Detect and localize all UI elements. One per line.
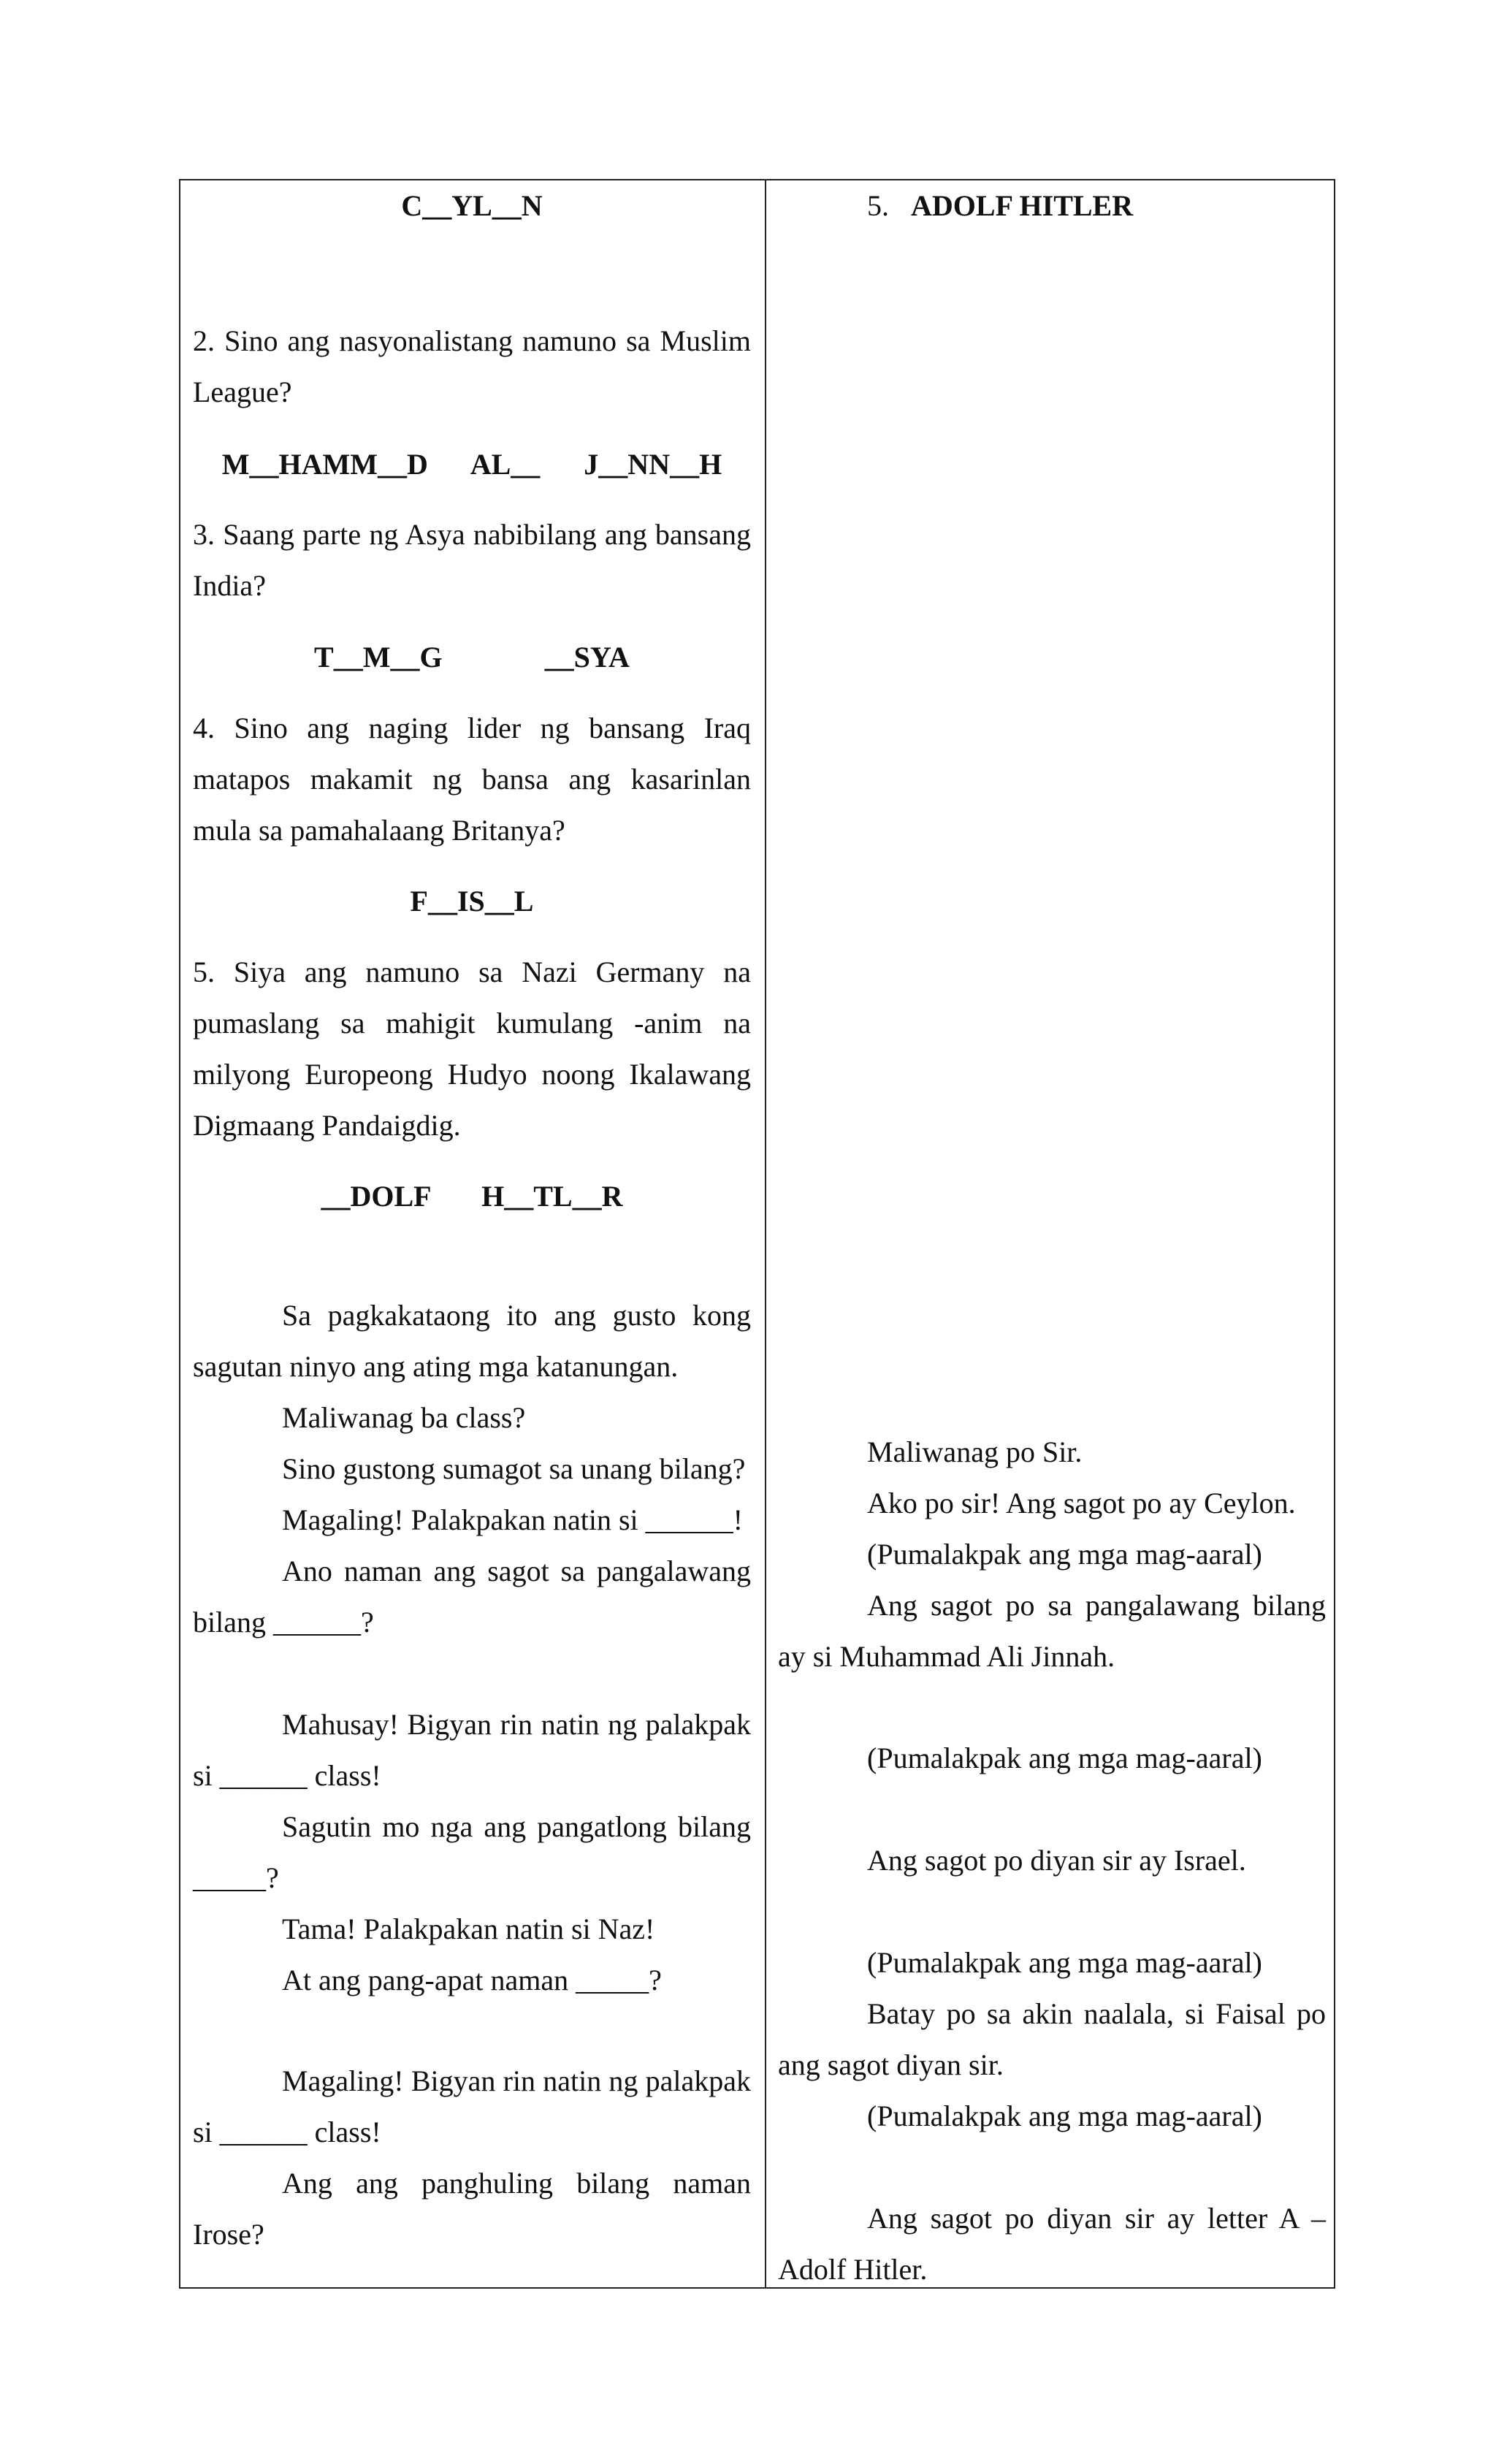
teacher-intro: Sa pagkakataong ito ang gusto kong sagutan ninyo ang ating mga katanungan.	[193, 1299, 751, 1383]
clap-2: (Pumalakpak ang mga mag-aaral)	[867, 1742, 1262, 1774]
q4-answer-blank: F__IS__L	[410, 885, 534, 918]
q5-question: 5. Siya ang namuno sa Nazi Germany na pumaslang sa mahigit kumulang -anim na milyong Europeong Hudyo noong Ikalawang Digmaang Pandaigdig.	[193, 956, 751, 1142]
q5-answer-blank: __DOLF H__TL__R	[321, 1180, 623, 1213]
teacher-clear: Maliwanag ba class?	[282, 1401, 526, 1434]
teacher-praise-2: Mahusay! Bigyan rin natin ng palakpak si ______ class!	[193, 1708, 751, 1792]
item5-answer-line	[867, 180, 1326, 232]
teacher-fourth: At ang pang-apat naman _____?	[282, 1964, 662, 1996]
teacher-first: Sino gustong sumagot sa unang bilang?	[282, 1452, 746, 1485]
q1-answer-blank: C__YL__N	[401, 189, 543, 222]
teacher-last: Ang ang panghuling bilang naman Irose?	[193, 2167, 751, 2251]
clap-4: (Pumalakpak ang mga mag-aaral)	[867, 2099, 1262, 2132]
lesson-table	[179, 179, 1335, 2289]
teacher-third: Sagutin mo nga ang pangatlong bilang _____?	[193, 1810, 751, 1894]
student-last: Ang sagot po diyan sir ay letter A – Adolf Hitler.	[778, 2202, 1326, 2286]
q4-question: 4. Sino ang naging lider ng bansang Iraq matapos makamit ng bansa ang kasarinlan mula sa pamahalaang Britanya?	[193, 712, 751, 847]
teacher-second: Ano naman ang sagot sa pangalawang bilang ______?	[193, 1555, 751, 1639]
q2-answer-blank: M__HAMM__D AL__ J__NN__H	[221, 448, 722, 481]
q3-answer-blank: T__M__G __SYA	[314, 641, 630, 674]
teacher-praise-3: Tama! Palakpakan natin si Naz!	[282, 1912, 655, 1945]
teacher-praise-1: Magaling! Palakpakan natin si ______!	[282, 1503, 743, 1536]
clap-3: (Pumalakpak ang mga mag-aaral)	[867, 1946, 1262, 1979]
student-fourth: Batay po sa akin naalala, si Faisal po ang sagot diyan sir.	[778, 1997, 1326, 2081]
student-second: Ang sagot po sa pangalawang bilang ay si Muhammad Ali Jinnah.	[778, 1589, 1326, 1673]
column-divider	[765, 180, 766, 2287]
student-first: Ako po sir! Ang sagot po ay Ceylon.	[867, 1487, 1296, 1519]
q2-question: 2. Sino ang nasyonalistang namuno sa Muslim League?	[193, 324, 751, 408]
student-third: Ang sagot po diyan sir ay Israel.	[867, 1844, 1246, 1877]
q3-question: 3. Saang parte ng Asya nabibilang ang bansang India?	[193, 518, 751, 602]
clap-1: (Pumalakpak ang mga mag-aaral)	[867, 1538, 1262, 1571]
item5-answer: ADOLF HITLER	[911, 189, 1134, 222]
item5-number: 5.	[867, 189, 889, 222]
student-clear: Maliwanag po Sir.	[867, 1435, 1083, 1468]
teacher-praise-4: Magaling! Bigyan rin natin ng palakpak si ______ class!	[193, 2064, 751, 2148]
